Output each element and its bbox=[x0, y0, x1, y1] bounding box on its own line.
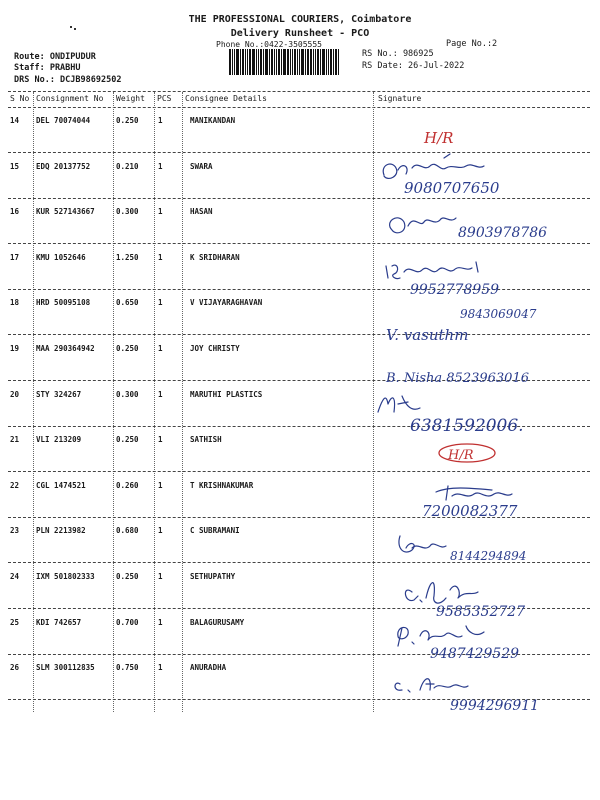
page-number: Page No.:2 bbox=[446, 39, 498, 49]
svg-text:H/R: H/R bbox=[448, 448, 474, 463]
row-weight: 0.680 bbox=[116, 526, 139, 535]
svg-text:8903978786: 8903978786 bbox=[458, 225, 548, 241]
row-pcs: 1 bbox=[158, 663, 163, 672]
signature-row-18 bbox=[386, 307, 537, 344]
row-pcs: 1 bbox=[158, 116, 163, 125]
rs-date: RS Date: 26-Jul-2022 bbox=[362, 61, 465, 71]
row-consignment-no: STY 324267 bbox=[36, 390, 82, 399]
row-sno: 25 bbox=[10, 618, 20, 627]
svg-text:9080707650: 9080707650 bbox=[404, 179, 500, 197]
svg-text:9487429529: 9487429529 bbox=[430, 646, 520, 662]
row-weight: 0.260 bbox=[116, 481, 139, 490]
row-pcs: 1 bbox=[158, 435, 163, 444]
row-consignment-no: IXM 501802333 bbox=[36, 572, 95, 581]
svg-text:H/R: H/R bbox=[424, 129, 454, 147]
row-pcs: 1 bbox=[158, 298, 163, 307]
row-weight: 0.700 bbox=[116, 618, 139, 627]
row-pcs: 1 bbox=[158, 344, 163, 353]
company-name: THE PROFESSIONAL COURIERS, Coimbatore bbox=[188, 14, 412, 25]
row-sno: 17 bbox=[10, 253, 20, 262]
row-consignee: SETHUPATHY bbox=[190, 572, 236, 581]
row-pcs: 1 bbox=[158, 526, 163, 535]
svg-text:V. vasuthm: V. vasuthm bbox=[386, 326, 469, 344]
row-sno: 23 bbox=[10, 526, 20, 535]
signature-row-17 bbox=[386, 262, 499, 298]
col-weight: Weight bbox=[116, 94, 145, 103]
row-sno: 19 bbox=[10, 344, 20, 353]
row-consignee: JOY CHRISTY bbox=[190, 344, 240, 353]
row-consignment-no: KUR 527143667 bbox=[36, 207, 95, 216]
row-consignee: ANURADHA bbox=[190, 663, 227, 672]
route: Route: ONDIPUDUR bbox=[14, 52, 96, 62]
row-consignee: K SRIDHARAN bbox=[190, 253, 240, 262]
row-consignment-no: KMU 1052646 bbox=[36, 253, 86, 262]
signature-row-25 bbox=[398, 626, 519, 662]
row-consignment-no: DEL 70074044 bbox=[36, 116, 91, 125]
row-consignment-no: SLM 300112835 bbox=[36, 663, 95, 672]
row-pcs: 1 bbox=[158, 481, 163, 490]
svg-text:7200082377: 7200082377 bbox=[422, 502, 518, 520]
row-weight: 0.650 bbox=[116, 298, 139, 307]
row-consignee: SWARA bbox=[190, 162, 213, 171]
runsheet-title: Delivery Runsheet - PCO bbox=[230, 28, 370, 39]
signature-row-14 bbox=[423, 129, 453, 147]
signature-row-26 bbox=[395, 679, 539, 714]
row-consignment-no: VLI 213209 bbox=[36, 435, 82, 444]
row-sno: 26 bbox=[10, 663, 20, 672]
row-consignment-no: CGL 1474521 bbox=[36, 481, 86, 490]
row-consignment-no: EDQ 20137752 bbox=[36, 162, 91, 171]
signature-row-22 bbox=[422, 486, 518, 520]
row-weight: 0.250 bbox=[116, 435, 139, 444]
row-consignee: SATHISH bbox=[190, 435, 222, 444]
svg-text:6381592006.: 6381592006. bbox=[410, 416, 524, 436]
svg-text:B. Nisha 8523963016: B. Nisha 8523963016 bbox=[386, 371, 529, 386]
signature-row-21 bbox=[439, 444, 495, 463]
drs-number: DRS No.: DCJB98692502 bbox=[14, 75, 122, 85]
signature-row-20 bbox=[378, 396, 524, 436]
svg-text:9952778959: 9952778959 bbox=[410, 282, 500, 298]
row-sno: 20 bbox=[10, 390, 20, 399]
row-weight: 0.300 bbox=[116, 207, 139, 216]
row-weight: 0.250 bbox=[116, 344, 139, 353]
row-pcs: 1 bbox=[158, 207, 163, 216]
row-weight: 1.250 bbox=[116, 253, 139, 262]
row-pcs: 1 bbox=[158, 253, 163, 262]
row-weight: 0.300 bbox=[116, 390, 139, 399]
row-weight: 0.750 bbox=[116, 663, 139, 672]
row-consignee: MANIKANDAN bbox=[190, 116, 236, 125]
svg-text:8144294894: 8144294894 bbox=[450, 549, 527, 563]
row-sno: 16 bbox=[10, 207, 20, 216]
signature-row-16 bbox=[390, 218, 548, 241]
col-signature: Signature bbox=[378, 94, 422, 103]
row-pcs: 1 bbox=[158, 162, 163, 171]
row-consignee: C SUBRAMANI bbox=[190, 526, 240, 535]
row-sno: 18 bbox=[10, 298, 20, 307]
row-consignment-no: PLN 2213982 bbox=[36, 526, 86, 535]
staff: Staff: PRABHU bbox=[14, 63, 81, 73]
svg-text:9585352727: 9585352727 bbox=[436, 604, 526, 620]
row-weight: 0.250 bbox=[116, 572, 139, 581]
row-consignee: T KRISHNAKUMAR bbox=[190, 481, 254, 490]
svg-text:9843069047: 9843069047 bbox=[460, 307, 537, 321]
col-consignment: Consignment No bbox=[36, 94, 104, 103]
signature-row-23 bbox=[399, 536, 526, 563]
row-pcs: 1 bbox=[158, 618, 163, 627]
row-sno: 14 bbox=[10, 116, 20, 125]
row-sno: 22 bbox=[10, 481, 20, 490]
col-pcs: PCS bbox=[157, 94, 172, 103]
rs-number: RS No.: 986925 bbox=[362, 49, 434, 59]
signature-row-15 bbox=[383, 154, 500, 197]
col-consignee: Consignee Details bbox=[185, 94, 267, 103]
col-sno: S No bbox=[10, 94, 30, 103]
row-sno: 15 bbox=[10, 162, 20, 171]
phone-number: Phone No.:0422-3505555 bbox=[216, 40, 322, 49]
row-pcs: 1 bbox=[158, 390, 163, 399]
svg-text:9994296911: 9994296911 bbox=[450, 698, 540, 714]
row-consignee: BALAGURUSAMY bbox=[190, 618, 245, 627]
signature-row-24 bbox=[405, 583, 525, 620]
row-pcs: 1 bbox=[158, 572, 163, 581]
row-consignee: MARUTHI PLASTICS bbox=[190, 390, 263, 399]
row-sno: 21 bbox=[10, 435, 20, 444]
row-consignment-no: HRD 50095108 bbox=[36, 298, 91, 307]
row-weight: 0.210 bbox=[116, 162, 139, 171]
row-weight: 0.250 bbox=[116, 116, 139, 125]
row-sno: 24 bbox=[10, 572, 20, 581]
row-consignee: V VIJAYARAGHAVAN bbox=[190, 298, 263, 307]
row-consignment-no: MAA 290364942 bbox=[36, 344, 95, 353]
row-consignee: HASAN bbox=[190, 207, 213, 216]
row-consignment-no: KDI 742657 bbox=[36, 618, 82, 627]
signature-row-19 bbox=[385, 371, 529, 386]
